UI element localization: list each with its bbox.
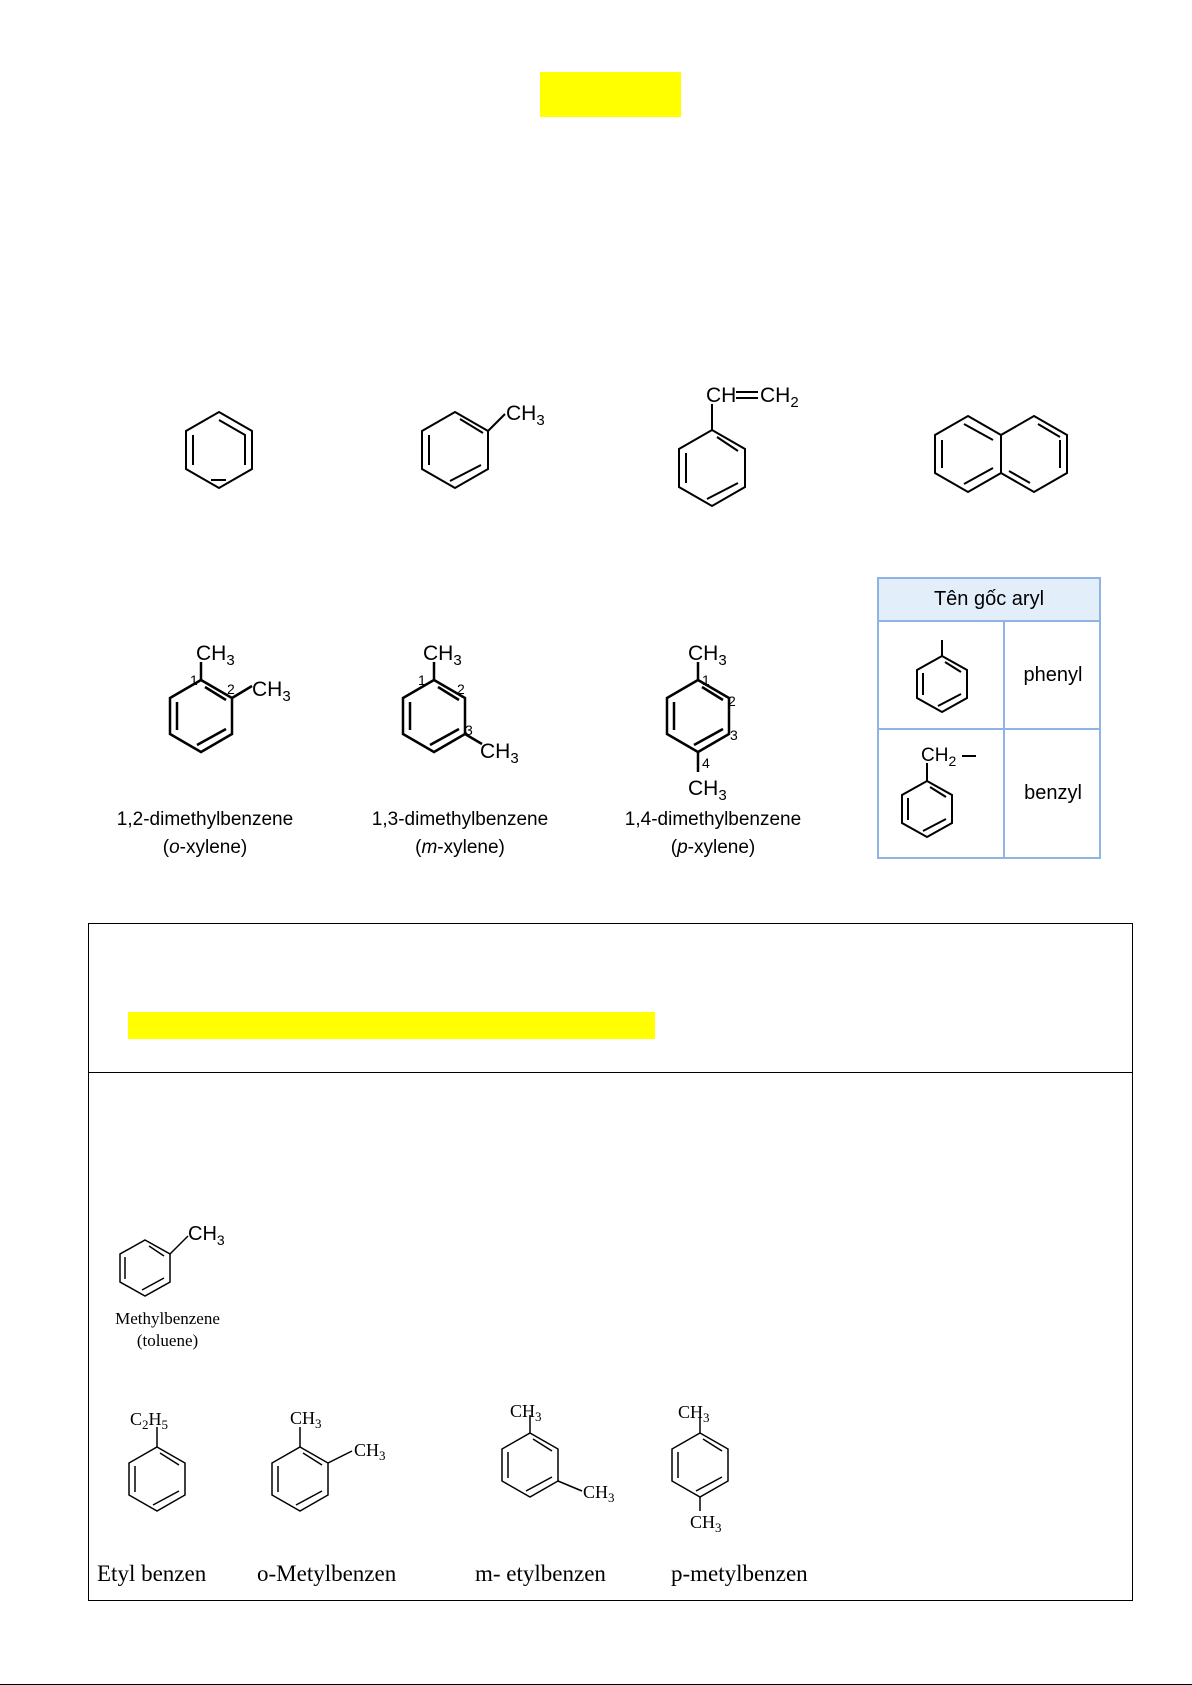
svg-text:4: 4 xyxy=(702,755,710,771)
examples-row-structures xyxy=(90,1395,650,1535)
toluene-example-structure xyxy=(100,1218,240,1298)
p-methyl-example-structure xyxy=(650,1395,770,1535)
svg-text:C2H5: $C_2H_5$ xyxy=(130,1409,169,1432)
svg-text:3: 3 xyxy=(730,727,738,743)
aryl-table-header: Tên gốc aryl xyxy=(879,579,1099,622)
m-xylene-label: 1,3-dimethylbenzene (m-xylene) xyxy=(371,809,549,858)
svg-text:CH3: $CH_3$ xyxy=(423,642,462,669)
svg-text:CH3: $CH_3$ xyxy=(290,1408,322,1431)
p-xylene-structure xyxy=(667,662,729,772)
example-label-3: m- etylbenzen xyxy=(475,1561,606,1586)
toluene-ch3-label: $CH_3$ xyxy=(506,402,545,429)
svg-text:CH2: $CH_2$ xyxy=(921,745,957,769)
o-xylene-label: 1,2-dimethylbenzene (o-xylene) xyxy=(116,809,294,858)
structures-row1 xyxy=(0,370,1192,510)
section-highlight xyxy=(128,1012,655,1039)
svg-text:2: 2 xyxy=(457,681,465,697)
example-label-2: o-Metylbenzen xyxy=(257,1561,397,1586)
example-label-4: p-metylbenzen xyxy=(671,1561,808,1586)
svg-text:CH3: $CH_3$ xyxy=(688,642,727,669)
svg-text:3: 3 xyxy=(465,722,473,738)
example-label-1: Etyl benzen xyxy=(97,1561,207,1586)
toluene-example-label: Methylbenzene (toluene) xyxy=(115,1309,220,1350)
benzyl-structure xyxy=(894,739,1004,849)
svg-text:CH3: $CH_3$ xyxy=(583,1482,615,1505)
p-xylene-label: 1,4-dimethylbenzene (p-xylene) xyxy=(624,809,802,858)
styrene-ch-label: CH xyxy=(706,384,737,407)
phenyl-structure xyxy=(909,634,979,724)
svg-text:CH3: $CH_3$ xyxy=(678,1402,710,1425)
naphthalene-structure xyxy=(935,416,1067,492)
svg-text:CH3: $CH_3$ xyxy=(690,1512,722,1535)
svg-text:2: 2 xyxy=(227,681,235,697)
section-box-1 xyxy=(88,923,1133,1073)
toluene-structure xyxy=(422,412,505,488)
aryl-table xyxy=(877,577,1101,859)
svg-text:CH3: $CH_3$ xyxy=(688,777,727,800)
svg-text:1: 1 xyxy=(190,672,198,688)
svg-text:1: 1 xyxy=(702,672,710,688)
benzyl-label: benzyl xyxy=(1024,782,1082,804)
styrene-structure xyxy=(679,392,758,506)
svg-text:CH3: $CH_3$ xyxy=(354,1440,386,1463)
svg-text:CH3: $CH_3$ xyxy=(252,678,291,705)
svg-text:CH3: $CH_3$ xyxy=(188,1223,225,1248)
title-highlight xyxy=(540,72,681,117)
benzene-structure xyxy=(186,412,252,488)
xylenes-structures xyxy=(0,640,860,800)
svg-text:CH3: $CH_3$ xyxy=(480,740,519,767)
svg-text:1: 1 xyxy=(418,672,426,688)
styrene-ch2-label: $CH_2$ xyxy=(760,384,799,411)
phenyl-label: phenyl xyxy=(1023,664,1083,686)
svg-text:CH3: $CH_3$ xyxy=(196,642,235,669)
m-xylene-structure xyxy=(403,662,482,752)
o-xylene-structure xyxy=(170,662,252,752)
svg-text:2: 2 xyxy=(728,693,736,709)
svg-text:CH3: $CH_3$ xyxy=(510,1401,542,1424)
